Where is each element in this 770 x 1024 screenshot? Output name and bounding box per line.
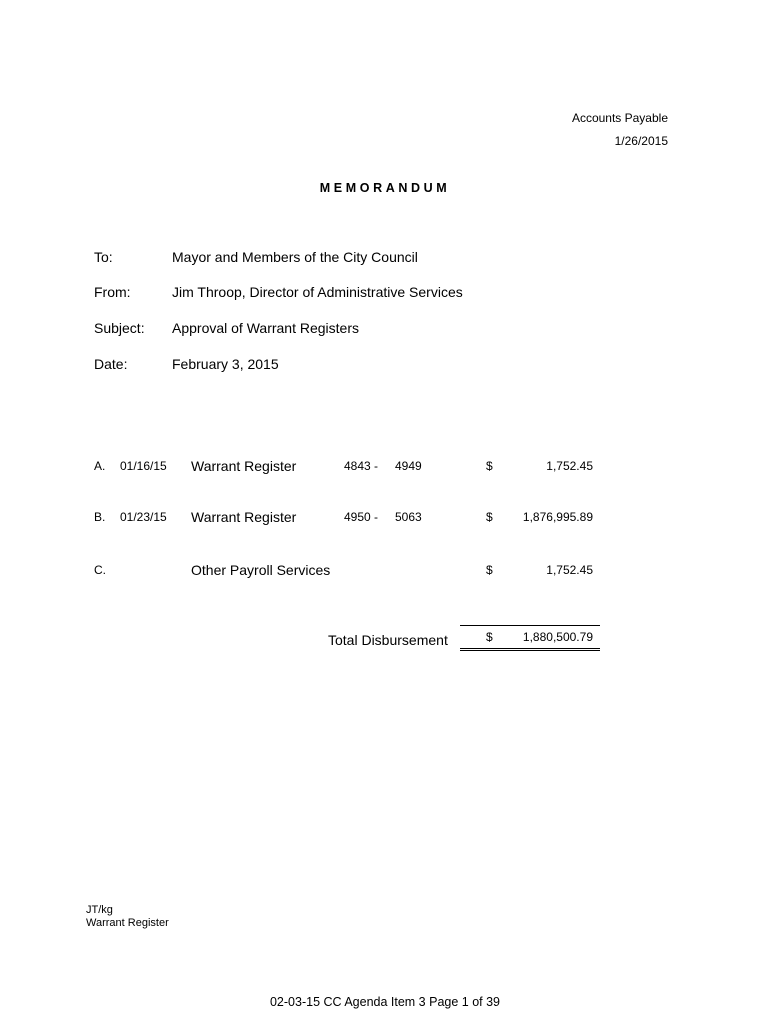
item-currency: $: [486, 510, 493, 524]
from-value: Jim Throop, Director of Administrative Services: [172, 284, 463, 300]
date-label: Date:: [94, 356, 128, 372]
item-range-start: 4843 -: [344, 459, 379, 473]
initials: JT/kg: [86, 904, 113, 916]
page-footer: 02-03-15 CC Agenda Item 3 Page 1 of 39: [269, 995, 501, 1009]
item-range-start: 4950 -: [344, 510, 379, 524]
total-label: Total Disbursement: [328, 632, 448, 648]
item-description: Warrant Register: [191, 509, 297, 525]
total-currency: $: [486, 630, 493, 644]
document-reference: Warrant Register: [86, 917, 169, 929]
memo-title: MEMORANDUM: [319, 181, 451, 195]
department-label: Accounts Payable: [571, 111, 668, 125]
total-top-rule: [460, 625, 600, 626]
item-currency: $: [486, 563, 493, 577]
item-currency: $: [486, 459, 493, 473]
total-double-rule: [460, 648, 600, 651]
item-range-end: 5063: [395, 510, 422, 524]
item-range-end: 4949: [395, 459, 422, 473]
item-date: 01/23/15: [120, 510, 167, 524]
subject-value: Approval of Warrant Registers: [172, 320, 359, 336]
from-label: From:: [94, 284, 131, 300]
item-amount: 1,752.45: [546, 563, 593, 577]
to-value: Mayor and Members of the City Council: [172, 249, 418, 265]
item-letter: C.: [94, 563, 106, 577]
subject-label: Subject:: [94, 320, 145, 336]
item-amount: 1,876,995.89: [522, 510, 593, 524]
date-value: February 3, 2015: [172, 356, 279, 372]
item-amount: 1,752.45: [546, 459, 593, 473]
item-description: Warrant Register: [191, 458, 297, 474]
item-letter: A.: [94, 459, 106, 473]
item-letter: B.: [94, 510, 106, 524]
total-amount: 1,880,500.79: [522, 630, 593, 644]
item-date: 01/16/15: [120, 459, 167, 473]
header-date: 1/26/2015: [614, 134, 668, 148]
item-description: Other Payroll Services: [191, 562, 331, 578]
to-label: To:: [94, 249, 113, 265]
